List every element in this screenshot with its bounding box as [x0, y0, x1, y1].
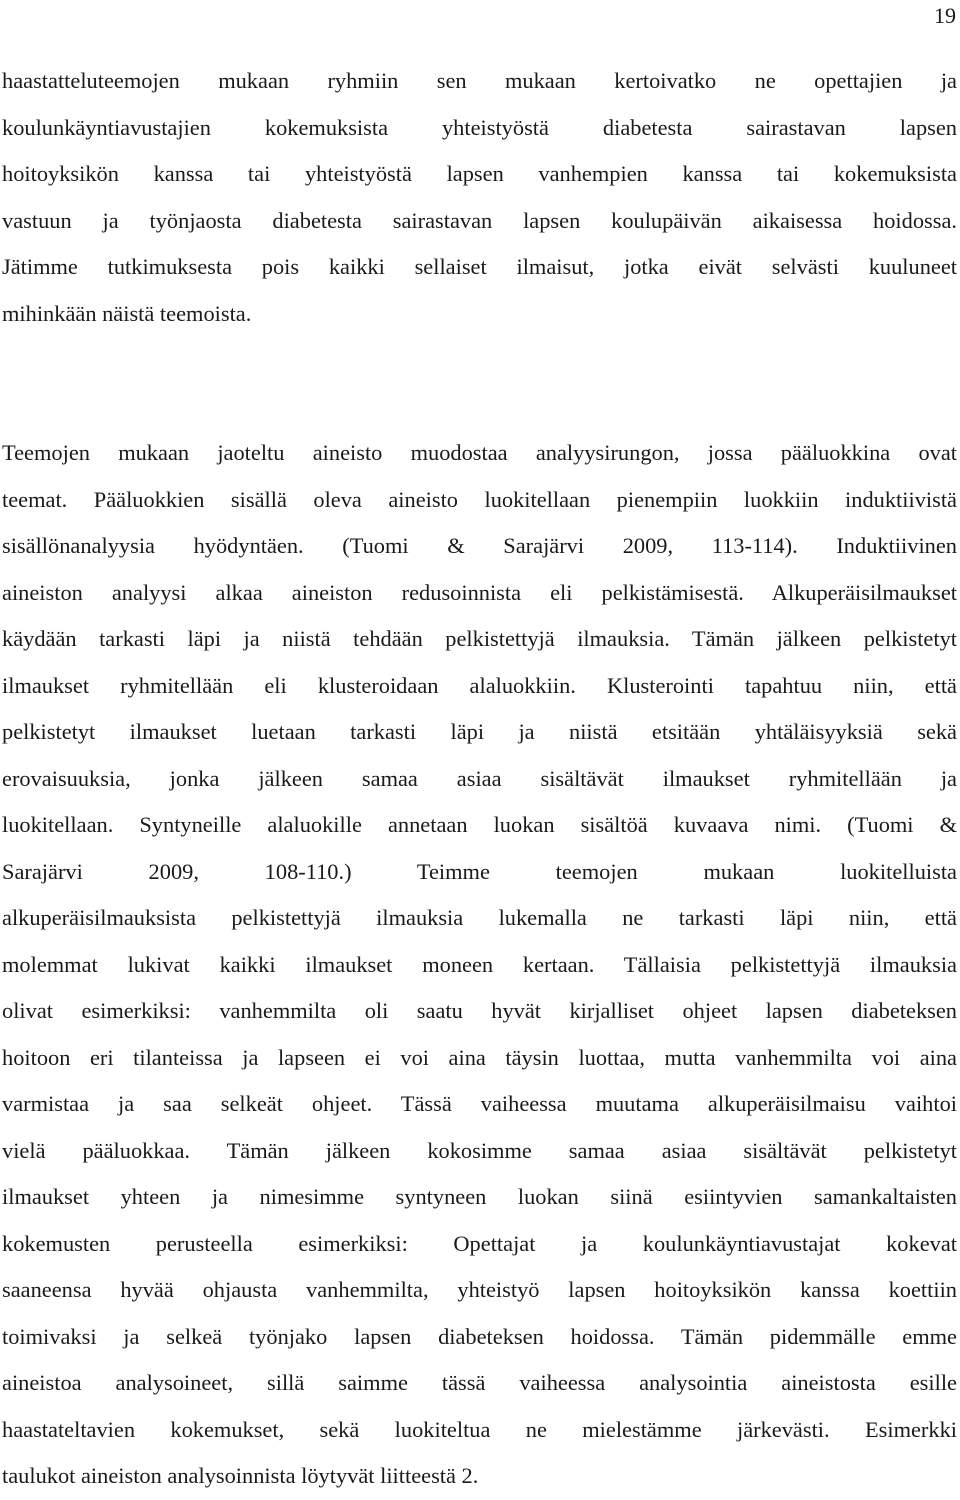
text-line: Teemojen mukaan jaoteltu aineisto muodostaa analyysirungon, jossa pääluokkina ovat	[2, 440, 957, 465]
text-line: vielä pääluokkaa. Tämän jälkeen kokosimme samaa asiaa sisältävät pelkistetyt	[2, 1137, 957, 1163]
text-line: sisällönanalyysia hyödyntäen. (Tuomi & Sarajärvi 2009, 113-114). Induktiivinen	[2, 533, 957, 558]
text-line: ilmaukset ryhmitellään eli klusteroidaan alaluokkiin. Klusterointi tapahtuu niin, että	[2, 672, 957, 698]
text-line: ilmaukset yhteen ja nimesimme syntyneen luokan siinä esiintyvien samankaltaisten	[2, 1184, 957, 1209]
text-line: luokitellaan. Syntyneille alaluokille annetaan luokan sisältöä kuvaava nimi. (Tuomi &	[2, 812, 957, 837]
text-line: taulukot aineiston analysoinnista löytyvät liitteestä 2.	[2, 1463, 479, 1488]
text-line: koulunkäyntiavustajien kokemuksista yhteistyöstä diabetesta sairastavan lapsen	[2, 114, 957, 140]
text-line: varmistaa ja saa selkeät ohjeet. Tässä vaiheessa muutama alkuperäisilmaisu vaihtoi	[2, 1091, 957, 1116]
text-line: alkuperäisilmauksista pelkistettyjä ilmauksia lukemalla ne tarkasti läpi niin, että	[2, 905, 957, 930]
paragraph-2	[2, 430, 957, 1500]
text-line: Sarajärvi 2009, 108-110.) Teimme teemojen mukaan luokitelluista	[2, 858, 957, 884]
text-line: saaneensa hyvää ohjausta vanhemmilta, yhteistyö lapsen hoitoyksikön kanssa koettiin	[2, 1277, 957, 1302]
text-line: hoitoyksikön kanssa tai yhteistyöstä lapsen vanhempien kanssa tai kokemuksista	[2, 161, 957, 186]
text-line: olivat esimerkiksi: vanhemmilta oli saatu hyvät kirjalliset ohjeet lapsen diabeteksen	[2, 998, 957, 1023]
text-line: käydään tarkasti läpi ja niistä tehdään pelkistettyjä ilmauksia. Tämän jälkeen pelkistetyt	[2, 626, 957, 651]
text-line: hoitoon eri tilanteissa ja lapseen ei voi aina täysin luottaa, mutta vanhemmilta voi aina	[2, 1044, 957, 1070]
text-line: toimivaksi ja selkeä työnjako lapsen diabeteksen hoidossa. Tämän pidemmälle emme	[2, 1323, 957, 1349]
text-line: pelkistetyt ilmaukset luetaan tarkasti läpi ja niistä etsitään yhtäläisyyksiä sekä	[2, 719, 957, 744]
text-line: aineistoa analysoineet, sillä saimme tässä vaiheessa analysointia aineistosta esille	[2, 1370, 957, 1395]
text-line: haastatteluteemojen mukaan ryhmiin sen mukaan kertoivatko ne opettajien ja	[2, 68, 957, 93]
text-line: erovaisuuksia, jonka jälkeen samaa asiaa sisältävät ilmaukset ryhmitellään ja	[2, 765, 957, 791]
text-line: vastuun ja työnjaosta diabetesta sairastavan lapsen koulupäivän aikaisessa hoidossa.	[2, 207, 957, 233]
text-line: haastateltavien kokemukset, sekä luokiteltua ne mielestämme järkevästi. Esimerkki	[2, 1416, 957, 1442]
text-line: kokemusten perusteella esimerkiksi: Opettajat ja koulunkäyntiavustajat kokevat	[2, 1230, 957, 1256]
text-line: teemat. Pääluokkien sisällä oleva aineisto luokitellaan pienempiin luokkiin induktiivistä	[2, 486, 957, 512]
text-line: molemmat lukivat kaikki ilmaukset moneen kertaan. Tällaisia pelkistettyjä ilmauksia	[2, 951, 957, 977]
page-number: 19	[934, 3, 956, 28]
text-line: Jätimme tutkimuksesta pois kaikki sellaiset ilmaisut, jotka eivät selvästi kuuluneet	[2, 254, 957, 279]
paragraph-1	[2, 58, 957, 337]
text-line: mihinkään näistä teemoista.	[2, 300, 252, 326]
text-line: aineiston analyysi alkaa aineiston redusoinnista eli pelkistämisestä. Alkuperäisilmaukset	[2, 579, 957, 605]
